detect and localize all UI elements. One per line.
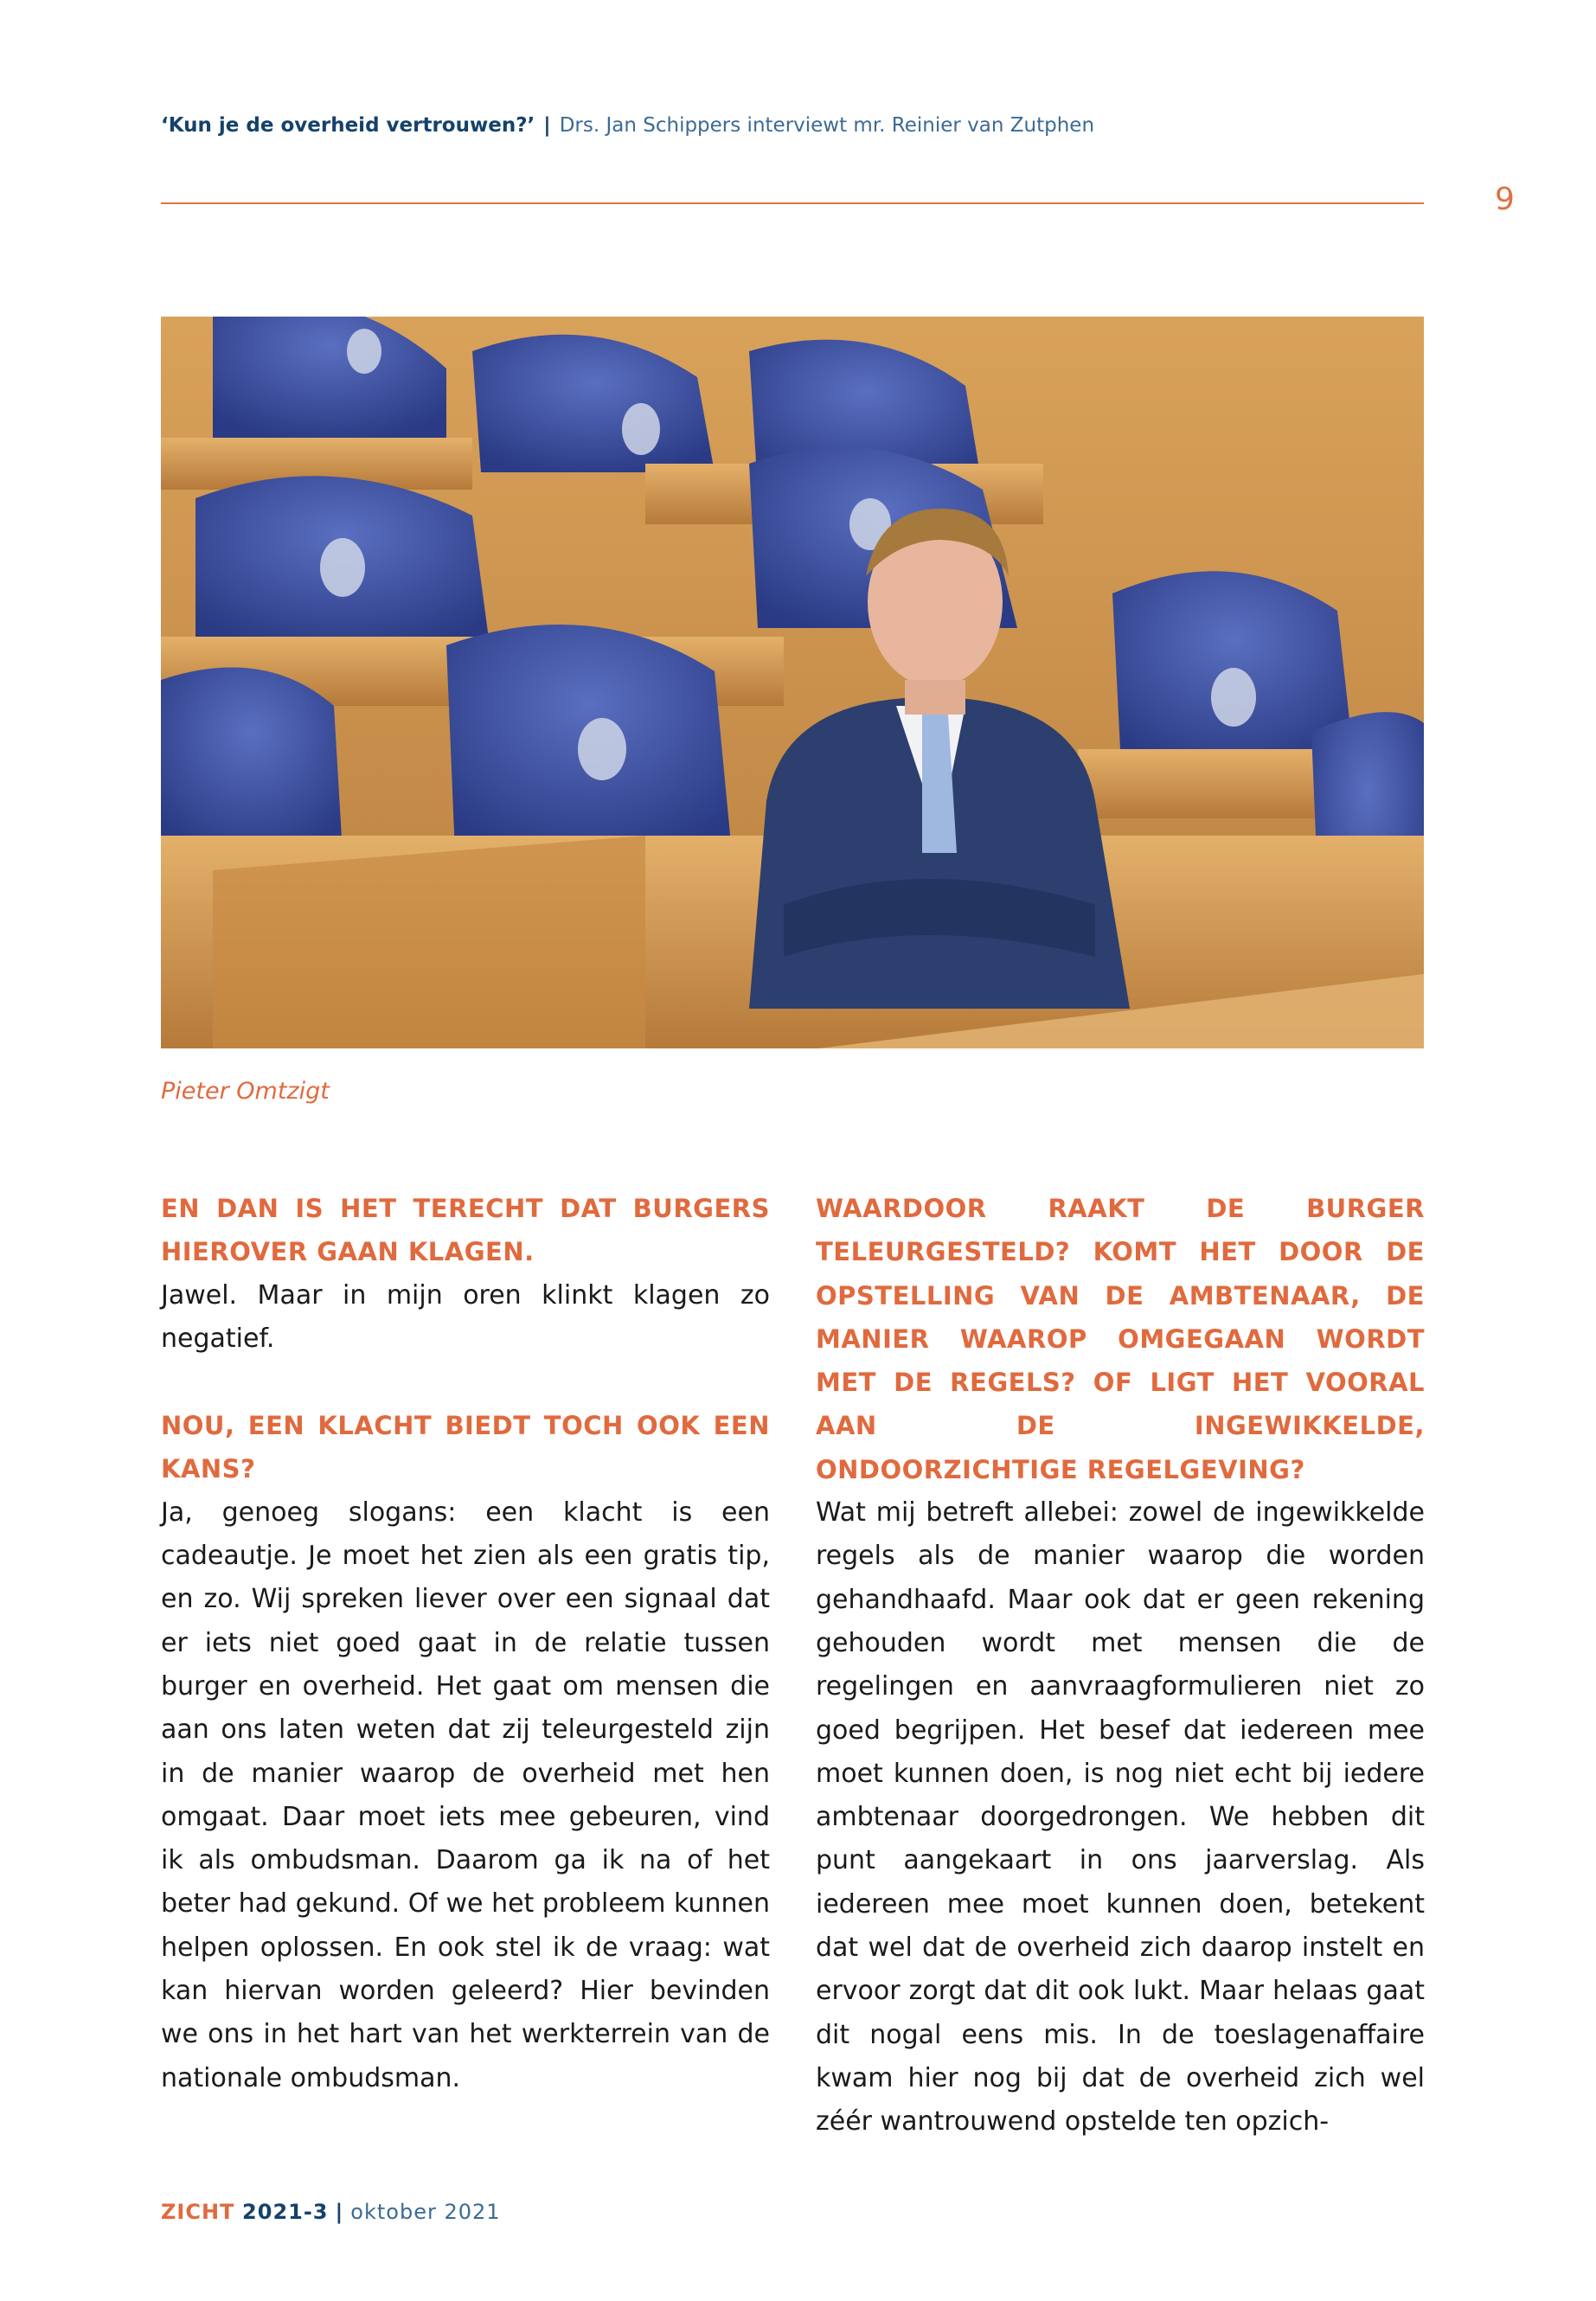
header-rule <box>161 202 1424 204</box>
photo <box>161 317 1424 1048</box>
header-separator: | <box>543 114 551 137</box>
article-title: ‘Kun je de overheid vertrouwen?’ <box>161 114 535 137</box>
question-3: WAARDOOR RAAKT DE BURGER TELEURGESTELD? KOMT HET DOOR DE OPSTELLING VAN DE AMBTENAAR, DE MANIER WAAROP OMGEGAAN WORDT MET DE REGELS? OF LIGT HET VOORAL AAN DE INGEWIKKELDE, ONDOORZICHTIGE REGELGEVING? <box>816 1194 1425 1484</box>
answer-3: Wat mij betreft allebei: zowel de ingewikkelde regels als de manier waarop die worden gehandhaafd. Maar ook dat er geen rekening gehouden wordt met mensen die de regelingen en aanvraagformulieren niet zo goed begrijpen. Het besef dat iedereen mee moet kunnen doen, is nog niet echt bij iedere ambtenaar doorgedrongen. We hebben dit punt aangekaart in ons jaarverslag. Als iedereen mee moet kunnen doen, betekent dat wel dat de overheid zich daarop instelt en ervoor zorgt dat dit ook lukt. Maar helaas gaat dit nogal eens mis. In de toeslagenaffaire kwam hier nog bij dat de overheid zich wel zéér wantrouwend opstelde ten opzich- <box>816 1497 1425 2138</box>
footer-separator: | <box>335 2200 344 2224</box>
photo-caption: Pieter Omtzigt <box>161 1078 330 1105</box>
issue-number: 2021-3 <box>242 2200 329 2224</box>
running-header <box>161 114 1458 137</box>
page-number: 9 <box>1495 182 1515 217</box>
question-2: NOU, EEN KLACHT BIEDT TOCH OOK EEN KANS? <box>161 1411 770 1484</box>
right-column <box>816 1187 1425 2144</box>
footer <box>161 2200 501 2224</box>
magazine-brand: ZICHT <box>161 2200 235 2224</box>
answer-1: Jawel. Maar in mijn oren klinkt klagen zo negatief. <box>161 1279 770 1354</box>
question-1: EN DAN IS HET TERECHT DAT BURGERS HIEROVER GAAN KLAGEN. <box>161 1194 770 1267</box>
article-subtitle: Drs. Jan Schippers interviewt mr. Reinier van Zutphen <box>559 114 1095 137</box>
issue-date: oktober 2021 <box>350 2200 501 2224</box>
parliament-photo-illustration <box>161 317 1424 1048</box>
left-column <box>161 1187 770 2100</box>
answer-2: Ja, genoeg slogans: een klacht is een cadeautje. Je moet het zien als een gratis tip, en zo. Wij spreken liever over een signaal dat er iets niet goed gaat in de relatie tussen burger en overheid. Het gaat om mensen die aan ons laten weten dat zij teleurgesteld zijn in de manier waarop de overheid met hen omgaat. Daar moet iets mee gebeuren, vind ik als ombudsman. Daarom ga ik na of het beter had gekund. Of we het probleem kunnen helpen oplossen. En ook stel ik de vraag: wat kan hiervan worden geleerd? Hier bevinden we ons in het hart van het werkterrein van de nationale ombudsman. <box>161 1497 770 2093</box>
paragraph-gap <box>161 1361 770 1404</box>
